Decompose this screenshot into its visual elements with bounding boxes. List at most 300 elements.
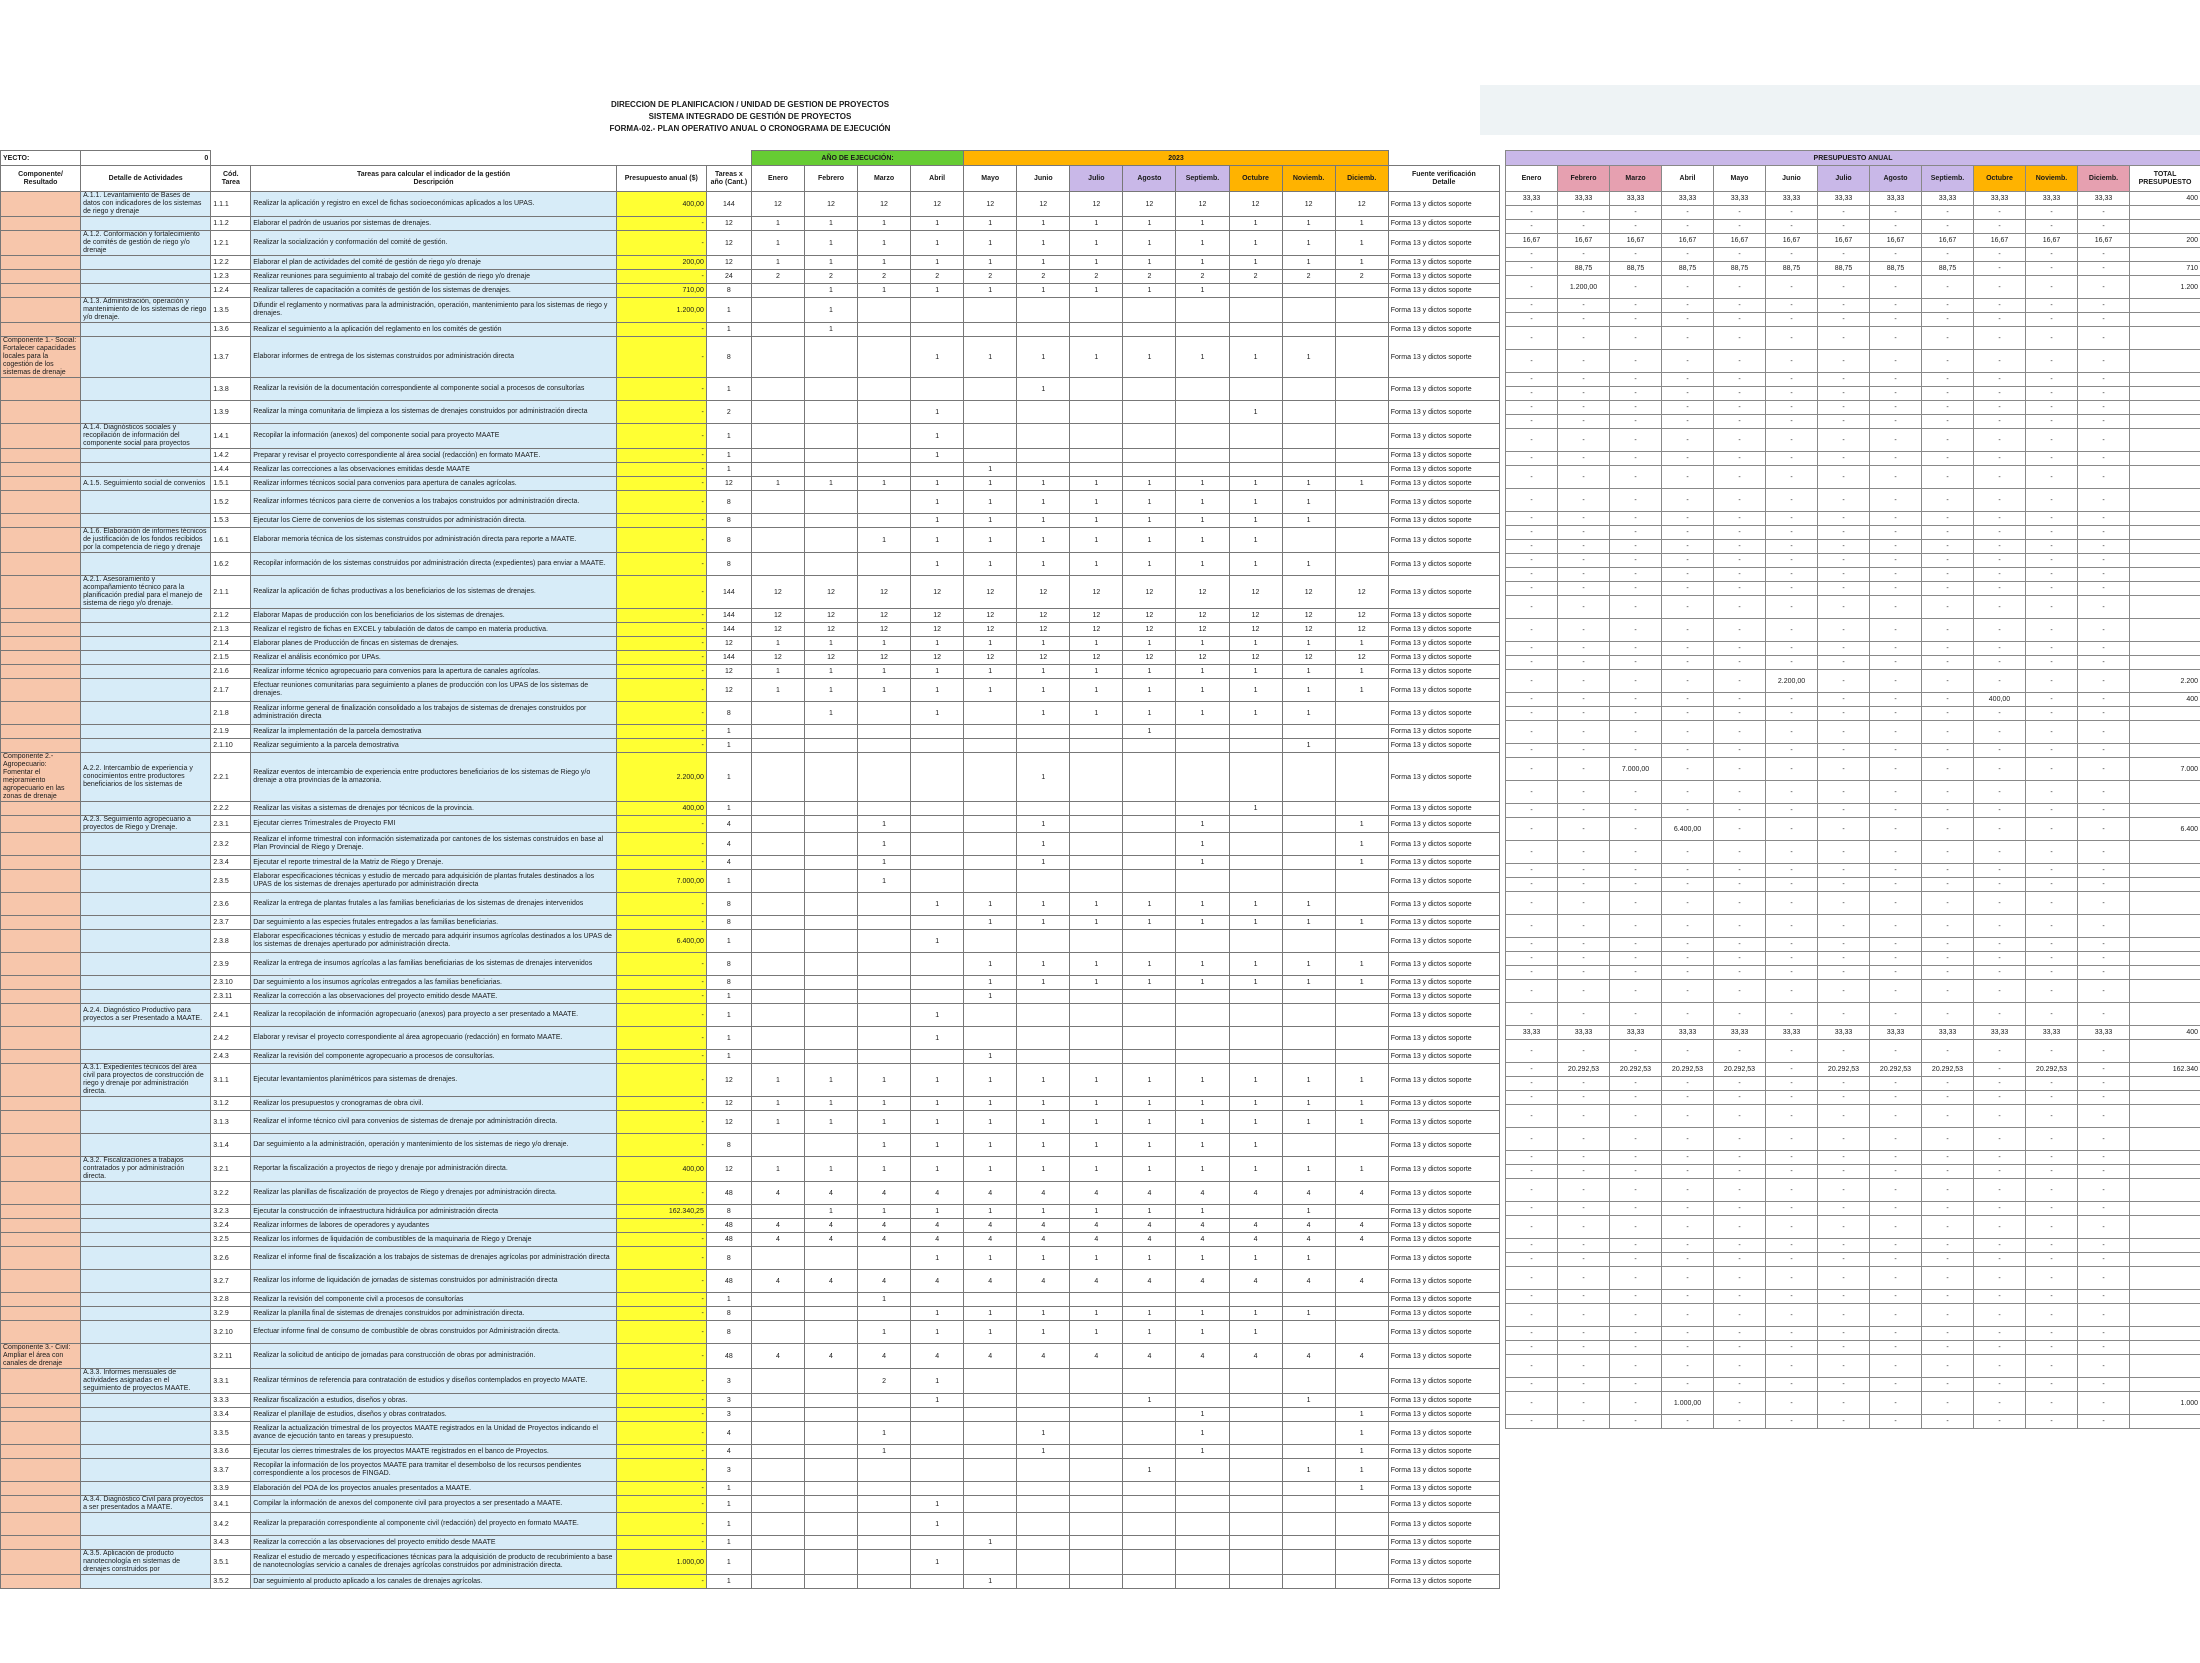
activity-detail-cell xyxy=(81,637,211,651)
month-budget-cell: - xyxy=(1714,707,1766,721)
month-count-cell: 2 xyxy=(858,1369,911,1394)
budget-row xyxy=(1506,1091,2200,1105)
month-budget-cell: - xyxy=(1974,841,2026,864)
month-count-cell: 1 xyxy=(1176,1097,1229,1111)
month-budget-cell: - xyxy=(1922,656,1974,670)
budget-amount-cell: - xyxy=(616,1445,706,1459)
task-code-cell: 2.3.6 xyxy=(211,893,251,916)
month-budget-cell: - xyxy=(1662,781,1714,804)
month-count-cell xyxy=(1229,1027,1282,1050)
budget-amount-cell: - xyxy=(616,1111,706,1134)
month-budget-cell: - xyxy=(1974,1253,2026,1267)
month-budget-cell: - xyxy=(1610,512,1662,526)
month-count-cell xyxy=(1335,1205,1388,1219)
month-budget-cell: - xyxy=(2078,938,2130,952)
month-count-cell: 1 xyxy=(1123,665,1176,679)
total-budget-cell xyxy=(2130,1003,2200,1026)
month-count-cell: 1 xyxy=(1335,1097,1388,1111)
month-budget-cell: - xyxy=(1558,1151,1610,1165)
component-cell xyxy=(1,623,81,637)
month-budget-cell: - xyxy=(1558,568,1610,582)
month-count-cell: 1 xyxy=(858,1157,911,1182)
month-count-cell: 1 xyxy=(804,477,857,491)
month-count-cell xyxy=(751,1321,804,1344)
task-code-cell: 2.3.10 xyxy=(211,976,251,990)
task-description-cell: Realizar talleres de capacitación a comités de gestión de los sistemas de drenajes. xyxy=(251,284,616,298)
month-count-cell xyxy=(804,1247,857,1270)
month-count-cell: 1 xyxy=(751,1097,804,1111)
month-count-cell xyxy=(751,1205,804,1219)
month-count-cell: 1 xyxy=(1282,1157,1335,1182)
component-cell xyxy=(1,1422,81,1445)
total-budget-cell xyxy=(2130,466,2200,489)
month-budget-cell: - xyxy=(2026,1151,2078,1165)
task-count-cell: 1 xyxy=(706,1004,751,1027)
month-count-cell xyxy=(804,1321,857,1344)
task-count-cell: 8 xyxy=(706,284,751,298)
month-count-cell: 1 xyxy=(858,1111,911,1134)
budget-amount-cell: - xyxy=(616,477,706,491)
month-budget-cell: - xyxy=(1662,619,1714,642)
budget-row xyxy=(1506,415,2200,429)
month-count-cell: 1 xyxy=(911,514,964,528)
component-cell xyxy=(1,231,81,256)
month-count-cell: 1 xyxy=(1176,665,1229,679)
table-row xyxy=(1,323,1500,337)
month-count-cell: 1 xyxy=(858,217,911,231)
month-budget-cell: - xyxy=(1714,512,1766,526)
col-descripcion: Descripción xyxy=(413,178,454,186)
month-budget-cell: 16,67 xyxy=(1610,234,1662,248)
month-count-cell xyxy=(1335,528,1388,553)
task-count-cell: 8 xyxy=(706,491,751,514)
total-budget-cell xyxy=(2130,554,2200,568)
budget-amount-cell: - xyxy=(616,424,706,449)
month-count-cell: 1 xyxy=(1176,893,1229,916)
month-count-cell: 1 xyxy=(1282,1111,1335,1134)
month-count-cell: 1 xyxy=(911,702,964,725)
month-count-cell xyxy=(1282,1496,1335,1513)
month-budget-cell: - xyxy=(1558,1003,1610,1026)
month-count-cell: 1 xyxy=(1017,284,1070,298)
month-budget-cell: - xyxy=(2078,878,2130,892)
month-count-cell xyxy=(1070,1004,1123,1027)
month-budget-cell: - xyxy=(1870,1253,1922,1267)
month-count-cell: 1 xyxy=(1123,284,1176,298)
month-budget-cell: 16,67 xyxy=(1766,234,1818,248)
task-count-cell: 3 xyxy=(706,1394,751,1408)
verification-source-cell: Forma 13 y dictos soporte xyxy=(1388,256,1499,270)
month-budget-cell: - xyxy=(1558,707,1610,721)
month-budget-cell: 33,33 xyxy=(1714,1026,1766,1040)
budget-month: Junio xyxy=(1766,166,1818,192)
month-count-cell: 1 xyxy=(964,528,1017,553)
month-budget-cell: - xyxy=(1506,758,1558,781)
month-count-cell xyxy=(1123,424,1176,449)
month-count-cell: 1 xyxy=(964,1157,1017,1182)
month-count-cell xyxy=(858,298,911,323)
verification-source-cell: Forma 13 y dictos soporte xyxy=(1388,856,1499,870)
month-count-cell xyxy=(751,514,804,528)
month-budget-cell: - xyxy=(1610,721,1662,744)
month-budget-cell: - xyxy=(1558,429,1610,452)
month-count-cell xyxy=(1335,753,1388,802)
budget-amount-cell: 6.400,00 xyxy=(616,930,706,953)
month-count-cell: 1 xyxy=(911,1134,964,1157)
month-count-cell xyxy=(1176,1536,1229,1550)
month-budget-cell: - xyxy=(1610,1216,1662,1239)
verification-source-cell: Forma 13 y dictos soporte xyxy=(1388,217,1499,231)
month-count-cell xyxy=(804,463,857,477)
month-count-cell: 1 xyxy=(1017,1422,1070,1445)
budget-row xyxy=(1506,744,2200,758)
month-budget-cell: - xyxy=(1506,582,1558,596)
month-count-cell: 1 xyxy=(1229,1134,1282,1157)
month-count-cell: 1 xyxy=(964,1205,1017,1219)
month-budget-cell: - xyxy=(1506,1003,1558,1026)
budget-row xyxy=(1506,512,2200,526)
month-budget-cell: - xyxy=(1818,804,1870,818)
month-budget-cell: 1.000,00 xyxy=(1662,1392,1714,1415)
month-count-cell: 1 xyxy=(1176,1307,1229,1321)
month-count-cell: 1 xyxy=(1017,553,1070,576)
month-count-cell: 1 xyxy=(1176,1408,1229,1422)
month-count-cell xyxy=(1017,424,1070,449)
month-count-cell xyxy=(1017,1004,1070,1027)
table-row xyxy=(1,1064,1500,1097)
component-cell xyxy=(1,679,81,702)
activity-detail-cell xyxy=(81,463,211,477)
month-count-cell: 12 xyxy=(858,576,911,609)
budget-amount-cell: - xyxy=(616,378,706,401)
month-budget-cell: - xyxy=(1766,818,1818,841)
table-row xyxy=(1,284,1500,298)
month-count-cell xyxy=(1229,856,1282,870)
month-budget-cell: - xyxy=(1714,206,1766,220)
month-budget-cell: - xyxy=(1558,721,1610,744)
month-count-cell: 1 xyxy=(911,553,964,576)
month-budget-cell: - xyxy=(1922,1202,1974,1216)
month-count-cell xyxy=(1017,1027,1070,1050)
verification-source-cell: Forma 13 y dictos soporte xyxy=(1388,284,1499,298)
month-budget-cell: - xyxy=(2026,656,2078,670)
budget-amount-cell: - xyxy=(616,1394,706,1408)
month-count-cell xyxy=(964,424,1017,449)
month-count-cell: 1 xyxy=(911,1550,964,1575)
month-budget-cell: - xyxy=(1974,1239,2026,1253)
verification-source-cell: Forma 13 y dictos soporte xyxy=(1388,1270,1499,1293)
month-budget-cell: - xyxy=(1714,781,1766,804)
month-budget-cell: - xyxy=(2078,206,2130,220)
month-count-cell xyxy=(1229,990,1282,1004)
month-budget-cell: - xyxy=(1974,1341,2026,1355)
month-budget-cell: - xyxy=(1922,1216,1974,1239)
month-budget-cell: - xyxy=(1922,1128,1974,1151)
verification-source-cell: Forma 13 y dictos soporte xyxy=(1388,449,1499,463)
month-count-cell: 2 xyxy=(858,270,911,284)
month-count-cell xyxy=(1282,1550,1335,1575)
task-count-cell: 48 xyxy=(706,1270,751,1293)
month-budget-cell: - xyxy=(1818,1165,1870,1179)
budget-row xyxy=(1506,387,2200,401)
month-count-cell xyxy=(751,856,804,870)
month-budget-cell: - xyxy=(1922,387,1974,401)
month-count-cell xyxy=(964,378,1017,401)
month-budget-cell: - xyxy=(1974,952,2026,966)
budget-amount-cell: - xyxy=(616,1496,706,1513)
month-count-cell xyxy=(964,725,1017,739)
month-count-cell: 1 xyxy=(1176,528,1229,553)
month-count-cell: 1 xyxy=(1229,1097,1282,1111)
month-count-cell: 4 xyxy=(1282,1233,1335,1247)
month-budget-cell: - xyxy=(1766,1063,1818,1077)
month-budget-cell: - xyxy=(2026,1392,2078,1415)
month-budget-cell: - xyxy=(1662,350,1714,373)
month-count-cell: 1 xyxy=(1229,976,1282,990)
month-budget-cell: - xyxy=(1766,656,1818,670)
component-cell: Componente 1.- Social: Fortalecer capacidades locales para la cogestión de los sistemas de drenaje xyxy=(1,337,81,378)
month-budget-cell: - xyxy=(1870,526,1922,540)
month-count-cell xyxy=(1282,1445,1335,1459)
task-description-cell: Realizar informe general de finalización consolidado a los trabajos de sistemas de drenajes construidos por administración directa xyxy=(251,702,616,725)
month-budget-cell: - xyxy=(1558,656,1610,670)
month-count-cell: 12 xyxy=(1123,651,1176,665)
month-count-cell: 1 xyxy=(1123,916,1176,930)
month-budget-cell: - xyxy=(2026,452,2078,466)
task-code-cell: 3.2.2 xyxy=(211,1182,251,1205)
month-budget-cell: - xyxy=(1974,1165,2026,1179)
month-count-cell: 1 xyxy=(804,1111,857,1134)
task-count-cell: 3 xyxy=(706,1408,751,1422)
month-budget-cell: - xyxy=(1558,526,1610,540)
month-count-cell xyxy=(1282,1422,1335,1445)
task-code-cell: 1.2.4 xyxy=(211,284,251,298)
month-budget-cell: - xyxy=(1766,707,1818,721)
month-count-cell xyxy=(751,1293,804,1307)
month-count-cell: 4 xyxy=(1335,1219,1388,1233)
month-budget-cell: - xyxy=(1870,568,1922,582)
task-count-cell: 8 xyxy=(706,893,751,916)
month-budget-cell: - xyxy=(1506,554,1558,568)
task-count-cell: 48 xyxy=(706,1182,751,1205)
month-budget-cell: - xyxy=(1662,401,1714,415)
month-budget-cell: - xyxy=(1610,1091,1662,1105)
month-count-cell: 2 xyxy=(804,270,857,284)
component-cell xyxy=(1,1247,81,1270)
month-count-cell xyxy=(1335,1293,1388,1307)
month-budget-cell: - xyxy=(1506,248,1558,262)
budget-amount-cell: 400,00 xyxy=(616,802,706,816)
table-row xyxy=(1,1157,1500,1182)
month-budget-cell: - xyxy=(1870,915,1922,938)
month-count-cell xyxy=(1123,1004,1176,1027)
month-count-cell: 2 xyxy=(1229,270,1282,284)
total-budget-cell: 7.000 xyxy=(2130,758,2200,781)
month-count-cell: 1 xyxy=(804,256,857,270)
month-count-cell: 4 xyxy=(804,1219,857,1233)
month-count-cell xyxy=(964,1408,1017,1422)
month-count-cell: 1 xyxy=(1017,637,1070,651)
month-budget-cell: - xyxy=(1870,619,1922,642)
month-budget-cell: - xyxy=(1974,401,2026,415)
month-budget-cell: - xyxy=(1766,1304,1818,1327)
presupuesto-anual-label: PRESUPUESTO ANUAL xyxy=(1506,151,2200,166)
month-budget-cell: - xyxy=(1558,1378,1610,1392)
month-count-cell xyxy=(804,725,857,739)
month-count-cell: 1 xyxy=(1229,637,1282,651)
month-count-cell xyxy=(911,802,964,816)
month-count-cell: 1 xyxy=(911,337,964,378)
task-code-cell: 3.2.7 xyxy=(211,1270,251,1293)
budget-row xyxy=(1506,1151,2200,1165)
month-count-cell: 1 xyxy=(1229,802,1282,816)
month-budget-cell: - xyxy=(1506,276,1558,299)
month-budget-cell: - xyxy=(1506,892,1558,915)
month-count-cell xyxy=(964,1293,1017,1307)
month-budget-cell: - xyxy=(1662,1415,1714,1429)
month-budget-cell: - xyxy=(1506,1378,1558,1392)
month-count-cell xyxy=(1282,1482,1335,1496)
task-count-cell: 1 xyxy=(706,1027,751,1050)
component-cell xyxy=(1,739,81,753)
month-count-cell: 1 xyxy=(1335,1157,1388,1182)
month-count-cell xyxy=(751,753,804,802)
month-count-cell: 12 xyxy=(751,192,804,217)
month-count-cell xyxy=(1123,856,1176,870)
month-count-cell: 1 xyxy=(911,665,964,679)
month-count-cell: 1 xyxy=(1229,679,1282,702)
month-count-cell: 1 xyxy=(1282,553,1335,576)
month-budget-cell: - xyxy=(1922,327,1974,350)
month-budget-cell: - xyxy=(1558,327,1610,350)
month-budget-cell: - xyxy=(1558,596,1610,619)
month-budget-cell: - xyxy=(1922,489,1974,512)
month-count-cell xyxy=(1176,1394,1229,1408)
month-count-cell: 1 xyxy=(964,976,1017,990)
month-budget-cell: - xyxy=(1610,744,1662,758)
task-description-cell: Realizar las visitas a sistemas de drenajes por técnicos de la provincia. xyxy=(251,802,616,816)
month-count-cell: 1 xyxy=(1070,1321,1123,1344)
month-budget-cell: - xyxy=(1506,878,1558,892)
month-count-cell: 1 xyxy=(1282,1205,1335,1219)
month-budget-cell: - xyxy=(1818,1091,1870,1105)
month-count-cell xyxy=(1017,401,1070,424)
month-count-cell: 12 xyxy=(751,651,804,665)
month-count-cell xyxy=(1017,323,1070,337)
month-budget-cell: - xyxy=(1766,327,1818,350)
month-count-cell xyxy=(751,1513,804,1536)
month-count-cell xyxy=(1282,378,1335,401)
month-count-cell xyxy=(1123,1369,1176,1394)
month-count-cell: 12 xyxy=(1017,651,1070,665)
task-code-cell: 3.2.3 xyxy=(211,1205,251,1219)
component-cell xyxy=(1,491,81,514)
budget-amount-cell: - xyxy=(616,1219,706,1233)
month-budget-cell: 88,75 xyxy=(1766,262,1818,276)
table-row xyxy=(1,990,1500,1004)
task-count-cell: 2 xyxy=(706,401,751,424)
month-budget-cell: - xyxy=(2078,526,2130,540)
table-row xyxy=(1,802,1500,816)
month-count-cell: 1 xyxy=(858,284,911,298)
month-budget-cell: 16,67 xyxy=(1870,234,1922,248)
month-budget-cell: - xyxy=(1714,401,1766,415)
activity-detail-cell xyxy=(81,514,211,528)
activity-detail-cell: A.2.2. Intercambio de experiencia y conocimientos entre productores beneficiarios de los sistemas de xyxy=(81,753,211,802)
activity-detail-cell: A.1.4. Diagnósticos sociales y recopilación de información del componente social para proyectos xyxy=(81,424,211,449)
verification-source-cell: Forma 13 y dictos soporte xyxy=(1388,323,1499,337)
month-budget-cell: - xyxy=(1818,1392,1870,1415)
month-count-cell xyxy=(858,1408,911,1422)
month-count-cell: 1 xyxy=(1070,893,1123,916)
task-code-cell: 3.2.5 xyxy=(211,1233,251,1247)
month-budget-cell: - xyxy=(1974,1355,2026,1378)
month-budget-cell: 33,33 xyxy=(2026,192,2078,206)
total-budget-cell xyxy=(2130,1077,2200,1091)
month-budget-cell: - xyxy=(1506,980,1558,1003)
month-budget-cell: - xyxy=(1766,540,1818,554)
month-budget-cell: - xyxy=(1870,1003,1922,1026)
month-budget-cell: - xyxy=(2078,466,2130,489)
total-budget-cell xyxy=(2130,1165,2200,1179)
month-budget-cell: - xyxy=(1610,1105,1662,1128)
month-budget-cell: - xyxy=(1922,1165,1974,1179)
month-count-cell: 1 xyxy=(804,665,857,679)
month-budget-cell: - xyxy=(1506,670,1558,693)
budget-row xyxy=(1506,1355,2200,1378)
month-count-cell: 1 xyxy=(1017,702,1070,725)
task-description-cell: Realizar informes técnicos para cierre de convenios a los trabajos construidos por administración directa. xyxy=(251,491,616,514)
month-count-cell xyxy=(804,893,857,916)
month-count-cell xyxy=(804,1050,857,1064)
month-count-cell xyxy=(964,449,1017,463)
budget-row xyxy=(1506,526,2200,540)
total-budget-cell xyxy=(2130,1253,2200,1267)
month-count-cell: 1 xyxy=(911,1111,964,1134)
month-count-cell: 4 xyxy=(751,1219,804,1233)
col-componente: Componente/ Resultado xyxy=(1,166,81,192)
month-budget-cell: - xyxy=(1818,466,1870,489)
month-budget-cell: - xyxy=(1662,373,1714,387)
month-budget-cell: - xyxy=(1506,1216,1558,1239)
budget-row xyxy=(1506,656,2200,670)
month-budget-cell: - xyxy=(1662,1304,1714,1327)
table-row xyxy=(1,378,1500,401)
month-count-cell xyxy=(751,1575,804,1589)
activity-detail-cell xyxy=(81,1482,211,1496)
month-budget-cell: - xyxy=(1818,350,1870,373)
month-budget-cell: - xyxy=(1922,1392,1974,1415)
month-count-cell: 1 xyxy=(1123,1459,1176,1482)
month-budget-cell: - xyxy=(1922,966,1974,980)
month-budget-cell: - xyxy=(1974,299,2026,313)
component-cell xyxy=(1,953,81,976)
month-count-cell: 1 xyxy=(1229,491,1282,514)
month-budget-cell: - xyxy=(1974,804,2026,818)
activity-detail-cell xyxy=(81,270,211,284)
month-count-cell xyxy=(1176,990,1229,1004)
verification-source-cell: Forma 13 y dictos soporte xyxy=(1388,1536,1499,1550)
month-budget-cell: - xyxy=(1818,1304,1870,1327)
verification-source-cell: Forma 13 y dictos soporte xyxy=(1388,1321,1499,1344)
task-count-cell: 8 xyxy=(706,1205,751,1219)
verification-source-cell: Forma 13 y dictos soporte xyxy=(1388,1496,1499,1513)
task-code-cell: 3.1.3 xyxy=(211,1111,251,1134)
month-count-cell xyxy=(858,953,911,976)
month-count-cell xyxy=(1123,739,1176,753)
month-budget-cell: - xyxy=(1558,1040,1610,1063)
month-count-cell xyxy=(1229,725,1282,739)
